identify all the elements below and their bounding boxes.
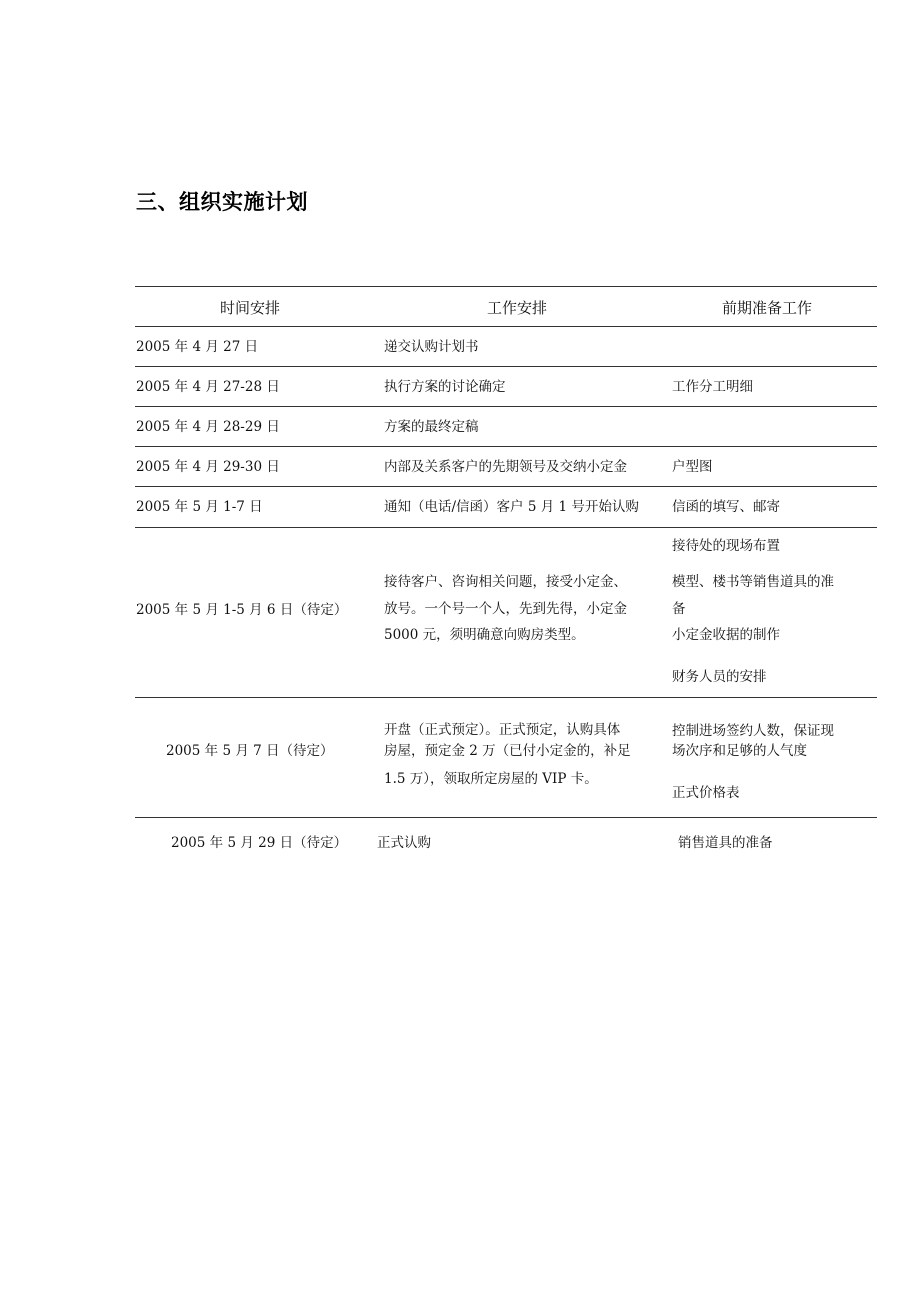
header-prep: 前期准备工作 [722, 299, 813, 317]
table-cell-time: 2005 年 4 月 27-28 日 [136, 379, 280, 395]
table-cell-work: 递交认购计划书 [384, 339, 479, 355]
table-cell-time: 2005 年 4 月 28-29 日 [136, 419, 280, 435]
table-cell-prep: 销售道具的准备 [678, 835, 773, 851]
table-cell-prep: 模型、楼书等销售道具的准 [672, 574, 834, 590]
table-rule [135, 817, 877, 818]
table-cell-time: 2005 年 5 月 7 日（待定） [166, 743, 334, 759]
table-cell-work: 开盘（正式预定）。正式预定，认购具体 [384, 722, 621, 738]
table-cell-work: 方案的最终定稿 [384, 419, 479, 435]
header-time: 时间安排 [220, 299, 281, 317]
table-cell-prep: 工作分工明细 [672, 379, 753, 395]
table-cell-prep: 信函的填写、邮寄 [672, 499, 780, 515]
table-cell-time: 2005 年 5 月 29 日（待定） [171, 835, 348, 851]
table-cell-prep: 户型图 [672, 459, 713, 475]
table-cell-work: 内部及关系客户的先期领号及交纳小定金 [384, 459, 627, 475]
table-rule [135, 527, 877, 528]
table-cell-prep: 场次序和足够的人气度 [672, 743, 807, 759]
table-cell-prep: 正式价格表 [672, 785, 740, 801]
table-rule [135, 326, 877, 327]
table-cell-work: 1.5 万），领取所定房屋的 VIP 卡。 [384, 771, 598, 787]
table-cell-work: 放号。一个号一个人，先到先得，小定金 [384, 601, 627, 617]
table-top-rule [135, 286, 877, 287]
table-cell-prep: 备 [672, 601, 686, 617]
table-rule [135, 486, 877, 487]
table-cell-time: 2005 年 5 月 1-7 日 [136, 499, 263, 515]
table-cell-work: 接待客户、咨询相关问题，接受小定金、 [384, 574, 627, 590]
table-rule [135, 446, 877, 447]
table-cell-work: 通知（电话/信函）客户 5 月 1 号开始认购 [384, 499, 639, 515]
table-cell-work: 执行方案的讨论确定 [384, 379, 506, 395]
section-title: 三、组织实施计划 [136, 190, 308, 214]
table-rule [135, 366, 877, 367]
table-rule [135, 406, 877, 407]
table-cell-prep: 小定金收据的制作 [672, 627, 780, 643]
table-cell-work: 房屋，预定金 2 万（已付小定金的，补足 [384, 743, 631, 759]
table-cell-time: 2005 年 5 月 1-5 月 6 日（待定） [136, 602, 348, 618]
table-cell-prep: 控制进场签约人数，保证现 [672, 723, 834, 739]
table-cell-work: 5000 元，须明确意向购房类型。 [384, 627, 585, 643]
table-cell-time: 2005 年 4 月 29-30 日 [136, 459, 280, 475]
header-work: 工作安排 [487, 299, 548, 317]
table-cell-work: 正式认购 [377, 835, 431, 851]
table-cell-prep: 接待处的现场布置 [672, 538, 780, 554]
table-cell-prep: 财务人员的安排 [672, 669, 767, 685]
table-rule [135, 697, 877, 698]
table-cell-time: 2005 年 4 月 27 日 [136, 339, 259, 355]
